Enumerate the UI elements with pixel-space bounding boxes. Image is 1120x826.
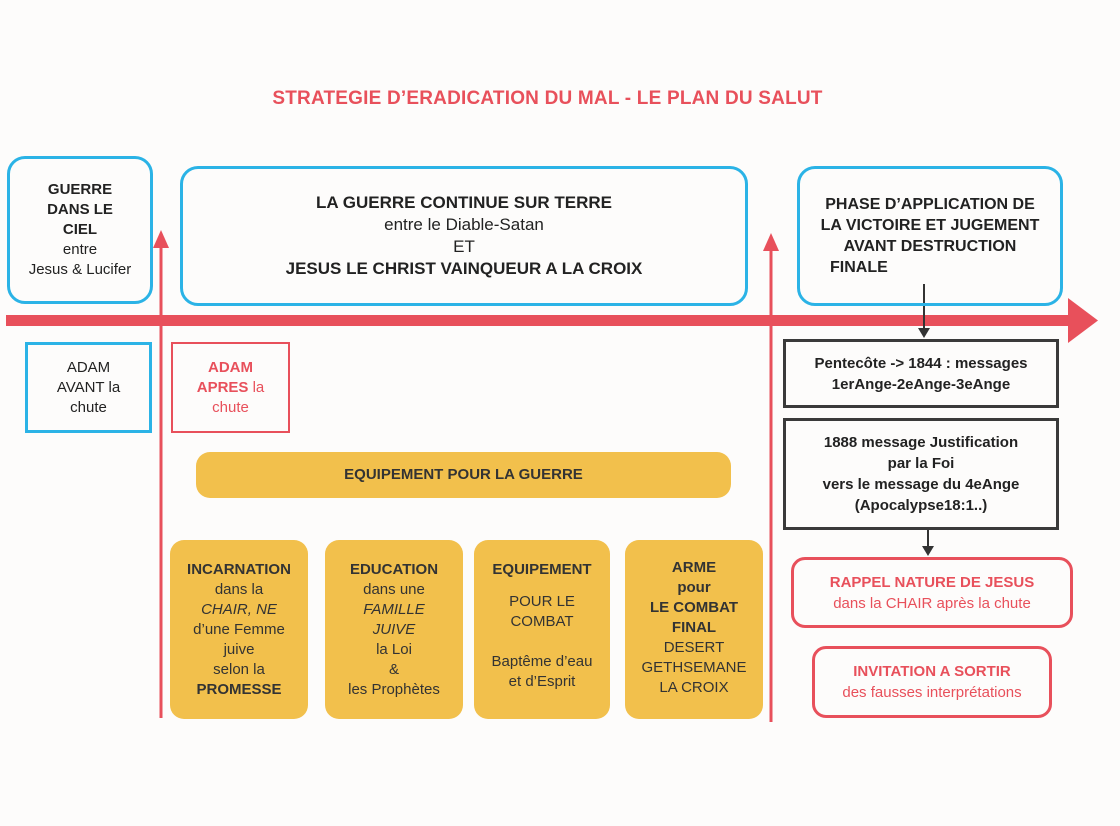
incarnation-l5: selon la — [213, 661, 265, 678]
incarnation-l2: CHAIR, NE — [201, 601, 277, 618]
pentecost-line2: 1erAnge-2eAnge-3eAnge — [831, 375, 1011, 393]
diagram-title: STRATEGIE D’ERADICATION DU MAL - LE PLAN DU SALUT — [272, 88, 823, 109]
1888-to-nature-arrowhead — [922, 546, 934, 556]
heaven-war-line4: entre — [62, 241, 98, 258]
right-vertical-arrowhead — [763, 233, 779, 251]
education-l4: la Loi — [376, 641, 412, 658]
arme-l5: DESERT — [663, 639, 725, 656]
final-phase-box — [797, 166, 1063, 306]
education-l2: FAMILLE — [363, 601, 425, 618]
incarnation-l1: dans la — [214, 581, 264, 598]
earth-war-line3: ET — [453, 237, 475, 256]
adam-before-line2: AVANT la — [56, 378, 121, 396]
card-equipement — [474, 540, 610, 719]
incarnation-l3: d’une Femme — [193, 621, 285, 638]
message-1888-line4: (Apocalypse18:1..) — [854, 497, 988, 514]
adam-before-line1: ADAM — [66, 358, 111, 376]
equipement-l4: et d’Esprit — [508, 673, 576, 690]
final-phase-line2: LA VICTOIRE ET JUGEMENT — [820, 217, 1040, 234]
card-arme — [625, 540, 763, 719]
heaven-war-line2: DANS LE — [47, 201, 113, 218]
nature-line1: RAPPEL NATURE DE JESUS — [829, 573, 1035, 591]
final-phase-line3: AVANT DESTRUCTION — [843, 238, 1017, 255]
left-vertical-arrowhead — [153, 230, 169, 248]
heaven-war-box — [7, 156, 153, 304]
earth-war-line4: JESUS LE CHRIST VAINQUEUR A LA CROIX — [285, 259, 643, 278]
arme-l6: GETHSEMANE — [641, 659, 747, 676]
arme-l1: ARME — [671, 559, 717, 576]
adam-after-line2: APRES — [196, 378, 249, 396]
timeline-arrowhead — [1068, 298, 1098, 343]
equipement-l1: POUR LE — [509, 593, 575, 610]
invitation-box — [812, 646, 1052, 718]
education-l1: dans une — [363, 581, 425, 598]
arme-l4: FINAL — [671, 619, 717, 636]
adam-after-line1: ADAM — [208, 358, 253, 376]
earth-war-line2: entre le Diable-Satan — [384, 215, 544, 234]
incarnation-head: INCARNATION — [187, 561, 291, 578]
card-incarnation — [170, 540, 308, 719]
arme-l7: LA CROIX — [659, 679, 729, 696]
nature-box — [791, 557, 1073, 628]
nature-line2: dans la CHAIR après la chute — [833, 594, 1031, 612]
adam-after-line2b: la — [248, 378, 265, 396]
final-to-pentecost-arrowhead — [918, 328, 930, 338]
message-1888-line3: vers le message du 4eAnge — [822, 476, 1020, 493]
education-l6: les Prophètes — [348, 681, 440, 698]
equipment-banner: EQUIPEMENT POUR LA GUERRE — [196, 452, 731, 498]
incarnation-l4: juive — [223, 641, 255, 658]
education-l3: JUIVE — [372, 621, 416, 638]
adam-after-line2-wrap — [197, 378, 265, 398]
message-1888-box — [783, 418, 1059, 530]
arme-l3: LE COMBAT — [649, 599, 739, 616]
adam-before-line3: chute — [70, 398, 107, 416]
adam-after-box — [171, 342, 290, 433]
pentecost-line1: Pentecôte -> 1844 : messages — [814, 354, 1028, 372]
incarnation-l6: PROMESSE — [196, 681, 282, 698]
education-head: EDUCATION — [349, 561, 439, 578]
equipement-head: EQUIPEMENT — [492, 561, 592, 578]
earth-war-line1: LA GUERRE CONTINUE SUR TERRE — [316, 193, 612, 212]
card-education — [325, 540, 463, 719]
equipement-l2: COMBAT — [510, 613, 574, 630]
pentecost-box — [783, 339, 1059, 408]
adam-before-box — [25, 342, 152, 433]
heaven-war-line3: CIEL — [62, 221, 98, 238]
equipement-l3: Baptême d’eau — [491, 653, 593, 670]
timeline-bar — [6, 315, 1072, 326]
message-1888-line1: 1888 message Justification — [823, 434, 1019, 451]
arme-l2: pour — [677, 579, 711, 596]
education-l5: & — [388, 661, 399, 678]
message-1888-line2: par la Foi — [887, 455, 955, 472]
invitation-line2: des fausses interprétations — [842, 684, 1022, 701]
earth-war-box — [180, 166, 748, 306]
heaven-war-line5: Jesus & Lucifer — [28, 261, 132, 278]
invitation-line1: INVITATION A SORTIR — [853, 663, 1011, 680]
heaven-war-line1: GUERRE — [47, 181, 113, 198]
adam-after-line3: chute — [212, 398, 249, 416]
final-phase-line4: FINALE — [830, 259, 888, 276]
final-phase-line1: PHASE D’APPLICATION DE — [825, 196, 1035, 213]
